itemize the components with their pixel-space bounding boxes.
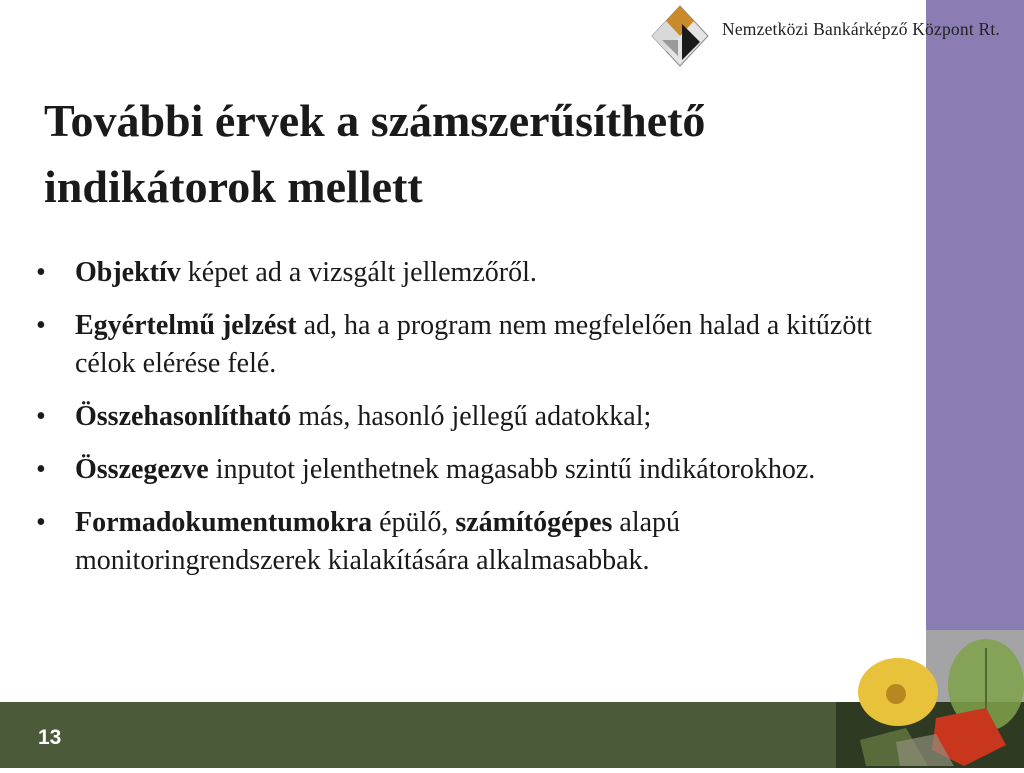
bullet-item <box>36 398 896 436</box>
bullet-bold-text: Összegezve <box>75 454 209 485</box>
bullet-bold-text: Egyértelmű jelzést <box>75 310 297 341</box>
bullet-list <box>36 254 896 595</box>
bullet-item <box>36 307 896 383</box>
bullet-bold-text: Összehasonlítható <box>75 401 292 432</box>
slide-number: 13 <box>38 726 62 749</box>
bullet-text: alapú monitoringrendszerek kialakítására alkalmasabbak. <box>75 507 681 576</box>
bullet-text: ad, ha a program nem megfelelően halad a kitűzött célok elérése felé. <box>75 310 872 379</box>
bullet-item <box>36 451 896 489</box>
slide-title-line-2: indikátorok mellett <box>44 161 423 212</box>
bullet-item <box>36 254 896 292</box>
bullet-text: inputot jelenthetnek magasabb szintű indikátorokhoz. <box>208 454 816 485</box>
bullet-text: épülő, <box>372 507 456 538</box>
slide-title <box>44 88 904 220</box>
company-name: Nemzetközi Bankárképző Központ Rt. <box>722 19 1000 39</box>
bullet-bold-text: Formadokumentumokra <box>75 507 373 538</box>
bullet-bold-text: Objektív <box>75 257 181 288</box>
bullet-text: képet ad a vizsgált jellemzőről. <box>180 257 537 288</box>
bullet-bold-text: számítógépes <box>455 507 613 538</box>
bullet-item <box>36 504 896 580</box>
slide-title-line-1: További érvek a számszerűsíthető <box>44 95 706 146</box>
bullet-text: más, hasonló jellegű adatokkal; <box>291 401 652 432</box>
company-logo-icon <box>650 4 710 68</box>
autumn-leaves-decoration <box>836 630 1024 768</box>
